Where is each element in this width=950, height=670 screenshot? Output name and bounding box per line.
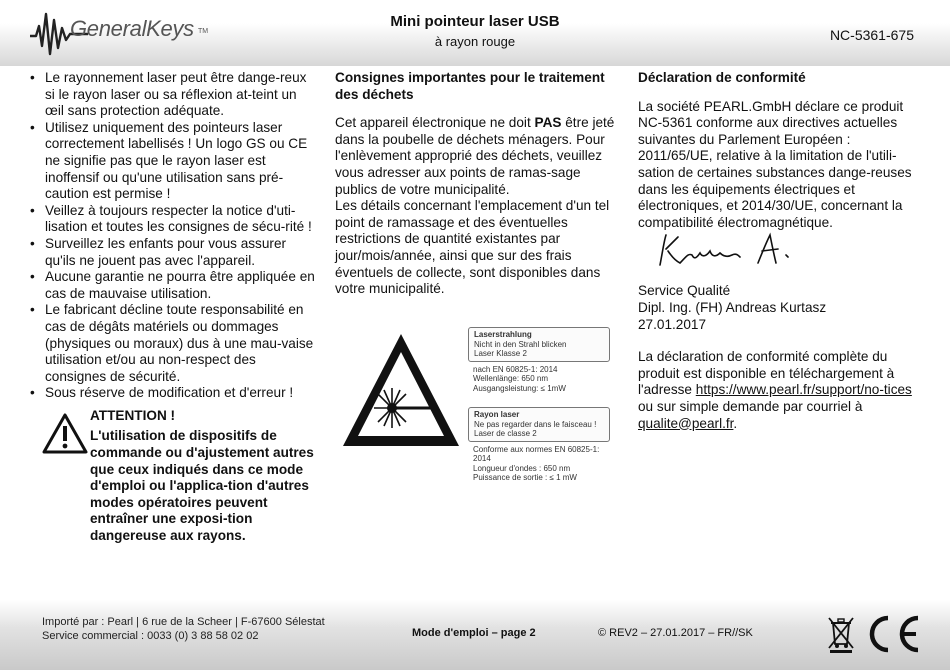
signatory-role: Service Qualité [638, 283, 731, 299]
disposal-title: Consignes importantes pour le traitement des déchets [335, 70, 605, 102]
attention-block [28, 408, 316, 545]
list-item: • Aucune garantie ne pourra être appliquée en cas de mauvaise utilisation. [28, 269, 316, 302]
email-link[interactable]: qualite@pearl.fr [638, 415, 734, 431]
signature-date: 27.01.2017 [638, 316, 707, 332]
disposal-column [335, 70, 620, 298]
disposal-paragraph-1: Cet appareil électronique ne doit PAS être jeté dans la poubelle de déchets ménagers. Pour l'enlèvement approprié des déchets, veuillez vous adresser aux points de ramas-sage publics de votre municipalité. [335, 115, 615, 197]
ce-mark-icon [862, 614, 922, 654]
support-link[interactable]: https://www.pearl.fr/support/no-tices [695, 382, 912, 398]
list-item: • Le fabricant décline toute responsabilité en cas de dégâts matériels ou dommages (physiques ou moraux) dus à une mau-vaise utilisation et/ou au non-respect des consignes de sécurité. [28, 302, 316, 385]
laser-warning-icon [340, 330, 462, 452]
list-item: • Sous réserve de modification et d'erreur ! [28, 385, 316, 402]
page-number: Mode d'emploi – page 2 [412, 627, 536, 639]
disposal-paragraph-2: Les détails concernant l'emplacement d'un tel point de ramassage et des éventuelles restrictions de quantité existantes par jour/mois/année, ainsi que sur des frais éventuels de collecte, sont disponibles dans votre municipalité. [335, 198, 610, 297]
page-footer [0, 600, 950, 670]
brand-name: GeneralKeys [70, 16, 194, 41]
product-code: NC-5361-675 [829, 27, 914, 43]
list-item: • Surveillez les enfants pour vous assurer qu'ils ne jouent pas avec l'appareil. [28, 236, 316, 269]
list-item: • Veillez à toujours respecter la notice d'uti-lisation et toutes les consignes de sécu-rité ! [28, 203, 316, 236]
laser-label-de: Laserstrahlung Nicht in den Strahl blicken Laser Klasse 2 nach EN 60825-1: 2014 Wellenlänge: 650 nm Ausgangsleistung: ≤ 1mW [468, 327, 610, 393]
brand-tm: TM [198, 28, 209, 35]
laser-label-fr: Rayon laser Ne pas regarder dans le faisceau ! Laser de classe 2 Conforme aux normes EN 60825-1: 2014 Longueur d'ondes : 650 nm Puissance de sortie : ≤ 1 mW [468, 407, 610, 483]
safety-list [28, 70, 316, 402]
attention-text: L'utilisation de dispositifs de commande ou d'ajustement autres que ceux indiqués dans ce mode d'emploi ou l'applica-tion d'autres modes opératoires peuvent entraîner une exposi-tion dangereuse aux rayons. [90, 428, 314, 544]
service-phone: Service commercial : 0033 (0) 3 88 58 02 02 [42, 630, 259, 642]
conformity-paragraph: La société PEARL.GmbH déclare ce produit NC-5361 conforme aux directives actuelles suivantes du Parlement Européen : 2011/65/UE, relative à la limitation de l'utili-sation de certaines substances dange-reuses dans les équipements électriques et électroniques, et 2014/30/UE, concernant la compatibilité électromagnétique. [638, 98, 912, 230]
revision-info: © REV2 – 27.01.2017 – FR//SK [598, 627, 753, 639]
page-subtitle: à rayon rouge [434, 34, 516, 49]
page-header [0, 0, 950, 66]
signature-image [652, 227, 802, 271]
download-paragraph: La déclaration de conformité complète du produit est disponible en téléchargement à l'adresse https://www.pearl.fr/support/no-tices ou sur simple demande par courriel à qualite@pearl.fr. [638, 349, 912, 431]
list-item: • Utilisez uniquement des pointeurs laser correctement labellisés ! Un logo GS ou CE ne signifie pas que le rayon laser est inoffensif ou qu'une utilisation sans pré-caution est permise ! [28, 120, 316, 203]
importer-address: Importé par : Pearl | 6 rue de la Scheer | F-67600 Sélestat [42, 616, 325, 628]
signatory-name: Dipl. Ing. (FH) Andreas Kurtasz [638, 299, 827, 315]
page-title: Mini pointeur laser USB [390, 13, 560, 30]
conformity-title: Déclaration de conformité [638, 70, 806, 85]
safety-column [28, 70, 316, 545]
warning-triangle-icon [42, 412, 88, 454]
attention-title: ATTENTION ! [90, 407, 176, 423]
weee-bin-icon [826, 614, 856, 654]
list-item: • Le rayonnement laser peut être dange-reux si le rayon laser ou sa réflexion at-teint un œil sans protection adéquate. [28, 70, 316, 120]
